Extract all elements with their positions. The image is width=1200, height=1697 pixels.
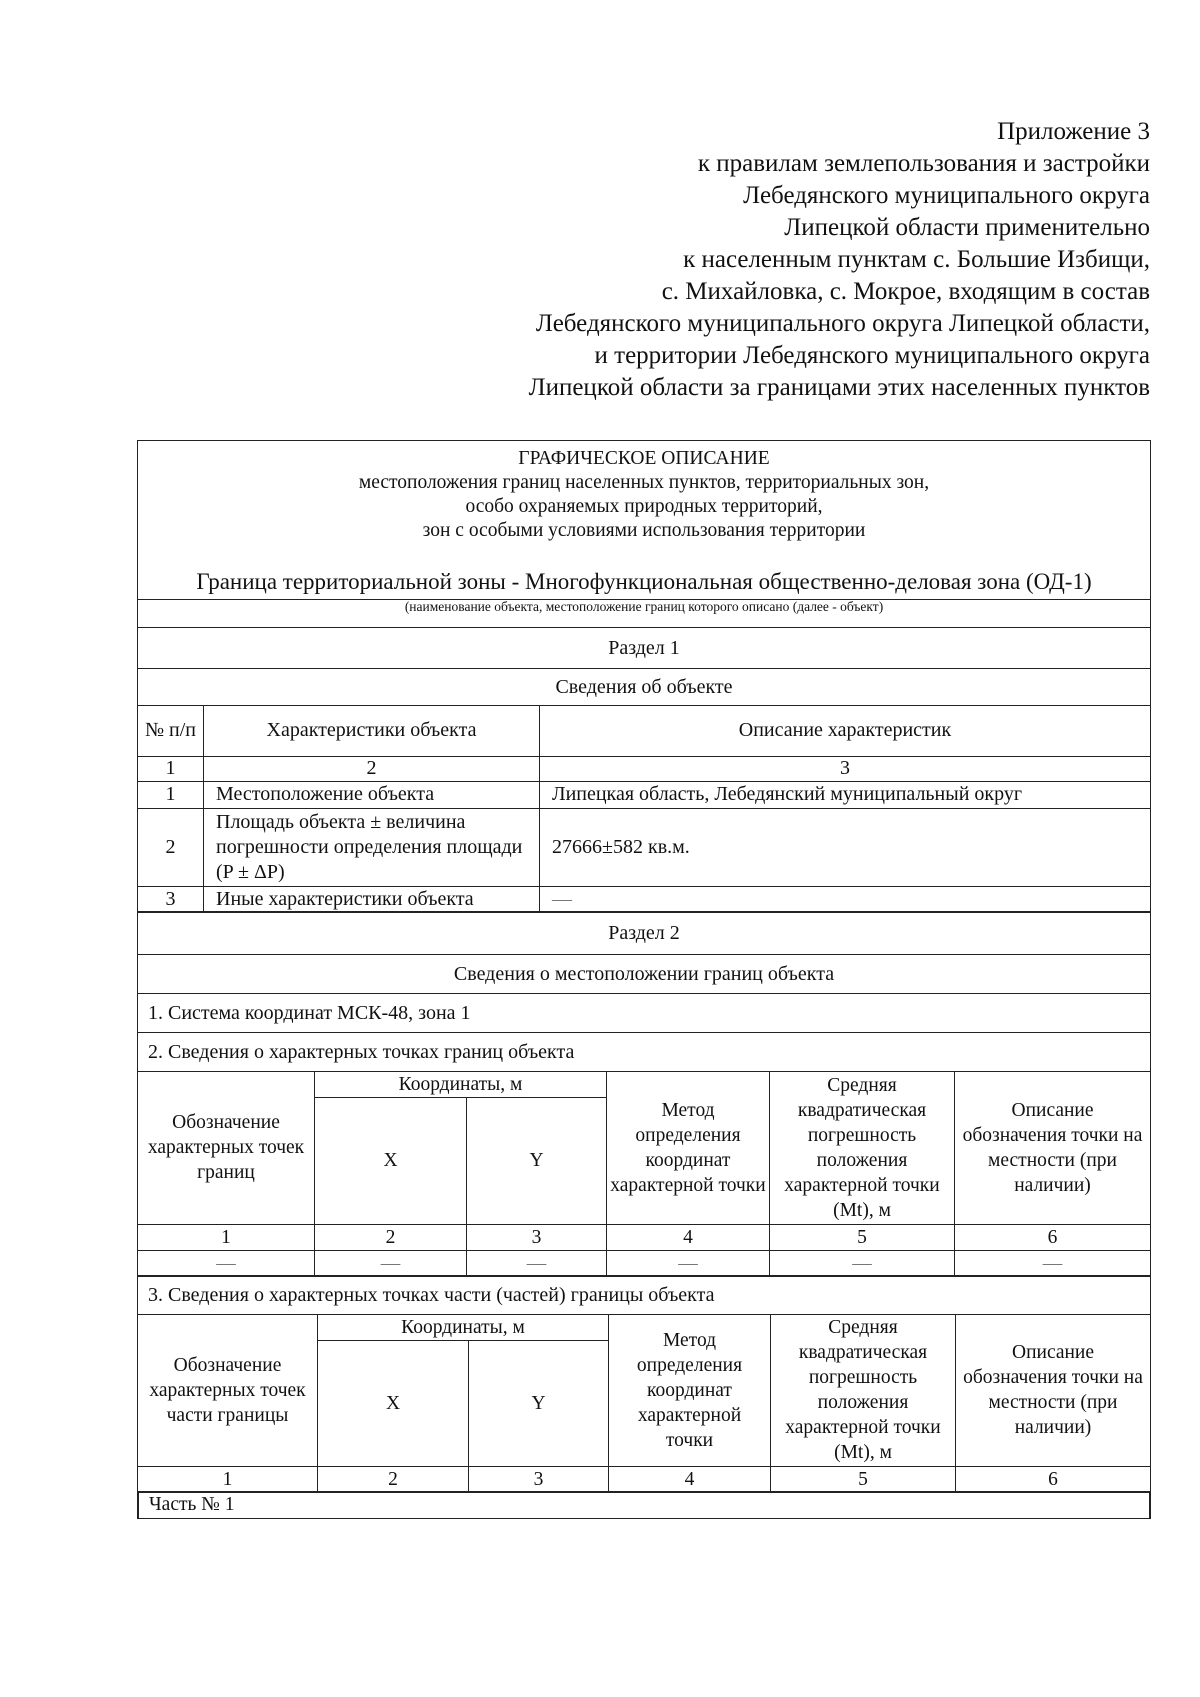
cell-empty: — — [607, 1250, 770, 1276]
row-num: 3 — [138, 886, 204, 912]
row-desc: — — [540, 886, 1151, 912]
row-char: Местоположение объекта — [204, 781, 540, 808]
col-num-header: № п/п — [138, 705, 204, 756]
col-index: 2 — [204, 756, 540, 781]
row-char: Иные характеристики объекта — [204, 886, 540, 912]
title-block — [138, 441, 1151, 566]
cell-empty: — — [467, 1250, 607, 1276]
doc-subheading: местоположения границ населенных пунктов, территориальных зон, — [358, 472, 930, 493]
col-coords-header: Координаты, м — [318, 1314, 609, 1340]
header-line: Приложение 3 — [997, 118, 1150, 145]
row-num: 2 — [138, 808, 204, 886]
table-row — [138, 1250, 1151, 1276]
section2-label: Раздел 2 — [138, 912, 1151, 955]
col-desc-header: Описание обозначения точки на местности (при наличии) — [956, 1314, 1151, 1466]
col-error-header: Средняя квадратическая погрешность положения характерной точки (Mt), м — [770, 1071, 955, 1224]
title-table — [137, 440, 1151, 706]
col-index: 3 — [469, 1466, 609, 1492]
col-index: 6 — [955, 1224, 1151, 1250]
header-line: к правилам землепользования и застройки — [697, 150, 1150, 177]
points-table — [137, 1071, 1151, 1277]
table-row — [138, 781, 1151, 808]
col-index: 4 — [607, 1224, 770, 1250]
parts-heading-table — [137, 1275, 1151, 1315]
header-line: с. Михайловка, с. Мокрое, входящим в состав — [661, 278, 1150, 305]
section2-table — [137, 911, 1151, 1072]
col-index: 4 — [609, 1466, 771, 1492]
cell-empty: — — [770, 1250, 955, 1276]
row-desc: Липецкая область, Лебедянский муниципальный округ — [540, 781, 1151, 808]
header-line: Липецкой области применительно — [784, 214, 1150, 241]
col-index: 1 — [138, 756, 204, 781]
row-num: 1 — [138, 781, 204, 808]
section2-heading: Сведения о местоположении границ объекта — [138, 955, 1151, 994]
col-index: 1 — [138, 1224, 315, 1250]
col-index: 5 — [771, 1466, 956, 1492]
col-y-header: Y — [467, 1097, 607, 1224]
zone-name: Граница территориальной зоны - Многофункциональная общественно-деловая зона (ОД-1) — [138, 565, 1151, 600]
header-line: Лебедянского муниципального округа Липецкой области, — [535, 310, 1150, 337]
row-desc: 27666±582 кв.м. — [540, 808, 1151, 886]
header-line: Липецкой области за границами этих населенных пунктов — [528, 374, 1150, 401]
table-row — [138, 808, 1151, 886]
col-coords-header: Координаты, м — [315, 1071, 607, 1097]
col-index: 2 — [315, 1224, 467, 1250]
part-points-table — [137, 1314, 1151, 1493]
cell-empty: — — [955, 1250, 1151, 1276]
col-error-header: Средняя квадратическая погрешность положения характерной точки (Mt), м — [771, 1314, 956, 1466]
zone-name-note: (наименование объекта, местоположение границ которого описано (далее - объект) — [138, 600, 1151, 628]
col-desc-header: Описание характеристик — [540, 705, 1151, 756]
col-desc-header: Описание обозначения точки на местности (при наличии) — [955, 1071, 1151, 1224]
doc-subheading: зон с особыми условиями использования территории — [422, 520, 866, 541]
col-y-header: Y — [469, 1340, 609, 1466]
part-label: Часть № 1 — [138, 1492, 1150, 1519]
doc-heading: ГРАФИЧЕСКОЕ ОПИСАНИЕ — [518, 448, 770, 469]
table-row — [138, 886, 1151, 912]
col-method-header: Метод определения координат характерной точки — [607, 1071, 770, 1224]
col-index: 1 — [138, 1466, 318, 1492]
doc-subheading: особо охраняемых природных территорий, — [465, 496, 823, 517]
col-name-header: Обозначение характерных точек границ — [138, 1071, 315, 1224]
part-label-table — [137, 1491, 1151, 1519]
col-char-header: Характеристики объекта — [204, 705, 540, 756]
col-index: 6 — [956, 1466, 1151, 1492]
points-heading: 2. Сведения о характерных точках границ объекта — [138, 1033, 1151, 1072]
header-line: к населенным пунктам с. Большие Избищи, — [683, 246, 1150, 273]
section1-heading: Сведения об объекте — [138, 669, 1151, 706]
graphic-description-form — [137, 440, 1151, 1519]
cell-empty: — — [315, 1250, 467, 1276]
row-char: Площадь объекта ± величина погрешности определения площади (P ± ΔP) — [204, 808, 540, 886]
col-index: 5 — [770, 1224, 955, 1250]
col-index: 3 — [540, 756, 1151, 781]
col-index: 3 — [467, 1224, 607, 1250]
object-info-table — [137, 705, 1151, 913]
header-line: Лебедянского муниципального округа — [743, 182, 1150, 209]
col-x-header: X — [315, 1097, 467, 1224]
header-line: и территории Лебедянского муниципального округа — [594, 342, 1150, 369]
appendix-header — [529, 116, 1150, 404]
section1-label: Раздел 1 — [138, 628, 1151, 669]
col-index: 2 — [318, 1466, 469, 1492]
parts-heading: 3. Сведения о характерных точках части (частей) границы объекта — [138, 1276, 1151, 1315]
col-name-header: Обозначение характерных точек части границы — [138, 1314, 318, 1466]
coord-system: 1. Система координат МСК-48, зона 1 — [138, 994, 1151, 1033]
col-x-header: X — [318, 1340, 469, 1466]
cell-empty: — — [138, 1250, 315, 1276]
col-method-header: Метод определения координат характерной точки — [609, 1314, 771, 1466]
